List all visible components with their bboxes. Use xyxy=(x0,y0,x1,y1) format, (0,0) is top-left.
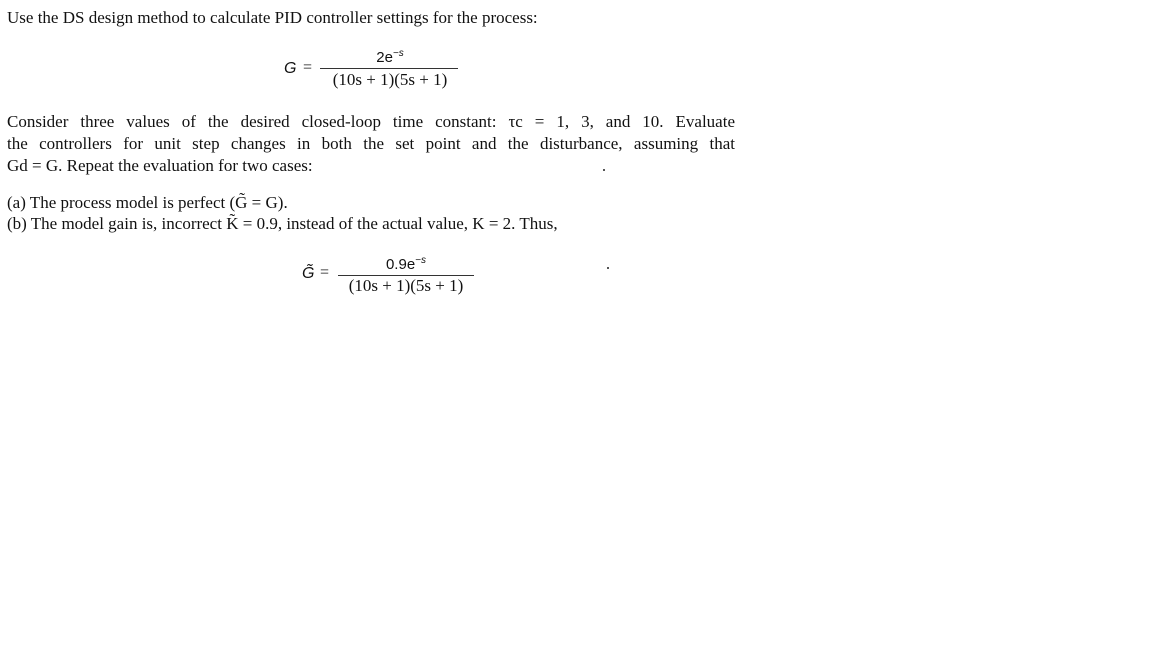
stray-dot-2 xyxy=(607,267,609,269)
case-a: (a) The process model is perfect (G̃ = G). xyxy=(7,193,288,212)
equation-equals: = xyxy=(303,59,313,76)
paragraph-line-2: the controllers for unit step changes in both the set point and the disturbance, assuming that xyxy=(7,134,735,153)
equation-denominator: (10s + 1)(5s + 1) xyxy=(332,70,448,89)
equation-numerator: $2e^{-s}$ xyxy=(376,48,404,66)
paragraph-line-3: Gd = G. Repeat the evaluation for two cases: xyxy=(7,156,313,175)
fraction-bar xyxy=(320,68,458,69)
equation-lhs-model: G̃ xyxy=(302,265,315,282)
case-b: (b) The model gain is, incorrect K̃ = 0.9, instead of the actual value, K = 2. Thus, xyxy=(7,214,558,233)
equation-equals-model: = xyxy=(320,264,330,281)
equation-numerator-model: $0.9e^{-s}$ xyxy=(385,255,427,273)
stray-dot xyxy=(603,169,605,171)
equation-lhs: G xyxy=(284,60,297,77)
equation-denominator-model: (10s + 1)(5s + 1) xyxy=(348,276,464,295)
problem-intro: Use the DS design method to calculate PID controller settings for the process: xyxy=(7,8,538,27)
paragraph-line-1: Consider three values of the desired closed-loop time constant: τc = 1, 3, and 10. Evaluate xyxy=(7,112,735,131)
